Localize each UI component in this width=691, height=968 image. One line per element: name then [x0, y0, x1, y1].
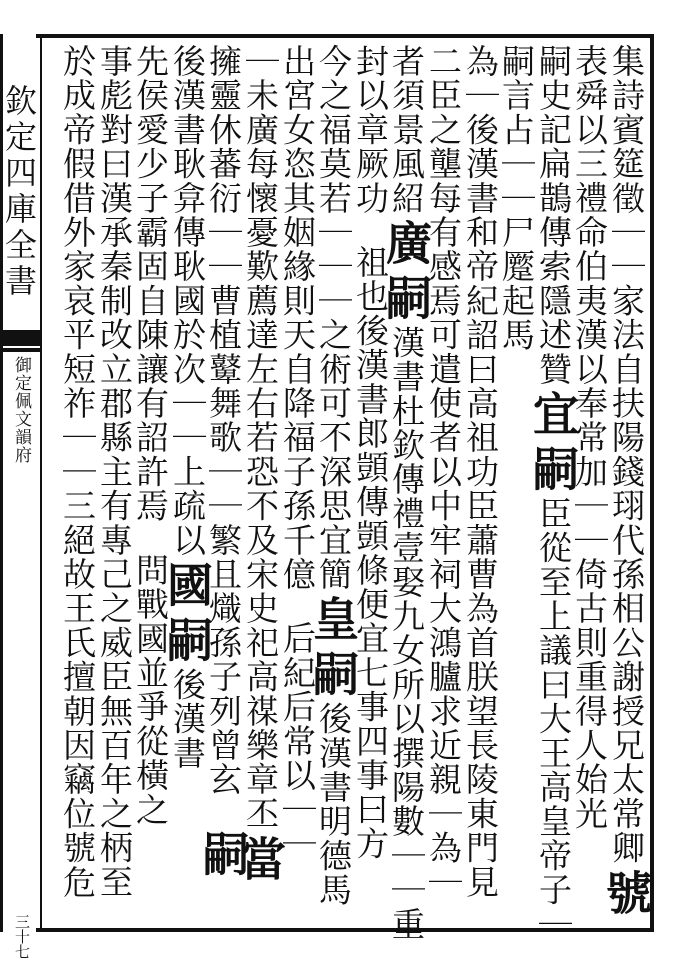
- fishtail-line: [0, 348, 40, 352]
- column-text: 嗣言占｜｜尸蹷起馬: [497, 44, 536, 352]
- column-text: 集詩賓筵徵｜｜家法自扶陽錢珝代孫相公謝授兄太常卿: [607, 44, 646, 865]
- text-column: [599, 44, 653, 924]
- text-column: [460, 44, 500, 924]
- text-column: [423, 44, 463, 924]
- text-column: [57, 44, 97, 924]
- column-text: 者須景風紹: [387, 44, 426, 215]
- text-column: [350, 44, 390, 924]
- spine-margin: [0, 36, 42, 959]
- column-text: 表舜以三禮命伯夷漢以奉常加｜｜倚古則重得人始光: [570, 44, 609, 831]
- column-text: 今之福莫若｜｜｜之術可不深思宜簡: [314, 44, 353, 592]
- frame-right-border: [650, 34, 654, 932]
- headword-character: 號: [599, 868, 653, 917]
- column-text: 封以章厥功: [351, 44, 390, 215]
- column-text: 後漢書明德馬: [314, 701, 353, 907]
- headword-character: 嗣: [196, 830, 250, 878]
- column-text: 二臣之壟每有感焉可遣使者以中牢祠大鴻臚求近親｜為｜: [424, 44, 463, 899]
- spine-page-number: 三十七: [13, 914, 31, 959]
- spine-book-title: 御定佩文韻府: [11, 356, 31, 464]
- column-text: 后紀后常以｜｜: [278, 621, 317, 861]
- text-column: [160, 44, 214, 924]
- text-column: [233, 44, 287, 924]
- column-text: 事彪對曰漢承秦制改立郡縣主有專己之威臣無百年之柄至: [95, 44, 134, 899]
- frame-top-border: [36, 34, 654, 38]
- column-text: 後漢書: [168, 667, 207, 771]
- headword-character: 嗣: [160, 616, 214, 664]
- column-text: 後漢書耿弇傳耿國於次｜｜上疏以: [168, 44, 207, 557]
- headword-character: 嗣: [526, 445, 580, 493]
- text-column: [277, 44, 317, 924]
- column-text: 擁靈休蕃衍｜｜曹植鼙舞歌｜｜繁且熾孫子列曾玄: [204, 44, 243, 797]
- text-column: [196, 44, 250, 924]
- column-text: ｜未廣每懷憂歎薦達左右若恐不及宋史祀高禖樂章丕: [241, 44, 280, 831]
- headword-character: 嗣: [306, 650, 360, 698]
- text-column: [94, 44, 134, 924]
- headword-character: 嗣: [379, 274, 433, 322]
- column-text: 先侯愛少子霸固自陳讓有詔許焉: [131, 44, 170, 523]
- spine-collection-title: 欽定四庫全書: [0, 84, 38, 300]
- fishtail-mark: [0, 330, 40, 346]
- text-column: [496, 44, 536, 924]
- headword-character: 廣: [379, 219, 433, 267]
- text-column: [379, 44, 433, 942]
- column-text: 祖也後漢書郎顗傳顗條便宜七事四事曰方: [351, 245, 390, 861]
- column-text: 漢書杜欽傳禮壹娶九女所以撰陽數｜｜重: [387, 325, 426, 942]
- headword-character: 當: [233, 834, 287, 882]
- column-text: 臣從至上議曰大王高皇帝子｜: [534, 496, 573, 942]
- column-text: 出宮女恣其姻緣則天自降福子孫千億: [278, 44, 317, 592]
- text-column: [130, 44, 170, 924]
- text-column: [306, 44, 360, 924]
- headword-character: 皇: [306, 595, 360, 643]
- text-column: [526, 44, 580, 942]
- column-text: 於成帝假借外家哀平短祚｜｜三絕故王氏擅朝因竊位號危: [58, 44, 97, 899]
- headword-character: 宜: [526, 390, 580, 438]
- column-text: 嗣史記扁鵲傳索隱述贊: [534, 44, 573, 386]
- column-text: 問戰國並爭從橫之: [131, 552, 170, 827]
- headword-character: 國: [160, 561, 214, 609]
- column-text: 為｜後漢書和帝紀詔曰高祖功臣蕭曹為首朕望長陵東門見: [461, 44, 500, 899]
